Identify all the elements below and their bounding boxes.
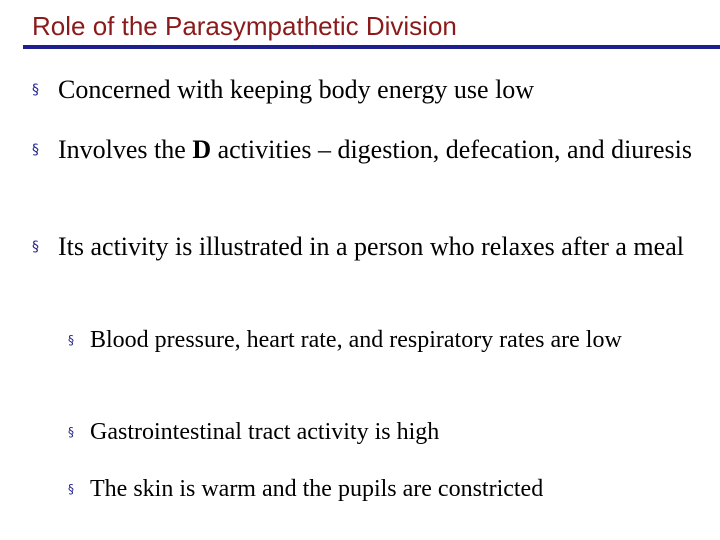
sub-bullet-text: Gastrointestinal tract activity is high — [90, 419, 440, 445]
bullet-text-before: Involves the — [58, 135, 193, 164]
bullet-marker-icon: § — [32, 82, 39, 98]
bullet-marker-icon: § — [32, 142, 39, 158]
sub-bullet-text: Blood pressure, heart rate, and respiratory rates are low — [90, 327, 622, 353]
sub-bullet-text: The skin is warm and the pupils are constricted — [90, 476, 544, 502]
bullet-item-energy-use — [32, 73, 708, 107]
bullet-text-bold-d: D — [192, 135, 212, 164]
sub-bullet-marker-icon: § — [68, 425, 74, 439]
bullet-marker-icon: § — [32, 239, 39, 255]
bullet-item-d-activities — [32, 133, 708, 167]
bullet-text-after: activities – digestion, defecation, and diuresis — [211, 135, 692, 164]
title-underline-rule — [23, 45, 720, 49]
slide-title: Role of the Parasympathetic Division — [32, 11, 457, 41]
sub-bullet-marker-icon: § — [68, 482, 74, 496]
sub-bullet-marker-icon: § — [68, 333, 74, 347]
bullet-text: Its activity is illustrated in a person who relaxes after a meal — [58, 232, 684, 261]
sub-bullet-item-gi-tract — [68, 416, 700, 448]
bullet-item-relaxes-after-meal — [32, 230, 708, 264]
sub-bullet-item-skin-pupils — [68, 473, 700, 505]
bullet-text: Concerned with keeping body energy use low — [58, 75, 535, 104]
sub-bullet-item-blood-pressure — [68, 324, 700, 356]
